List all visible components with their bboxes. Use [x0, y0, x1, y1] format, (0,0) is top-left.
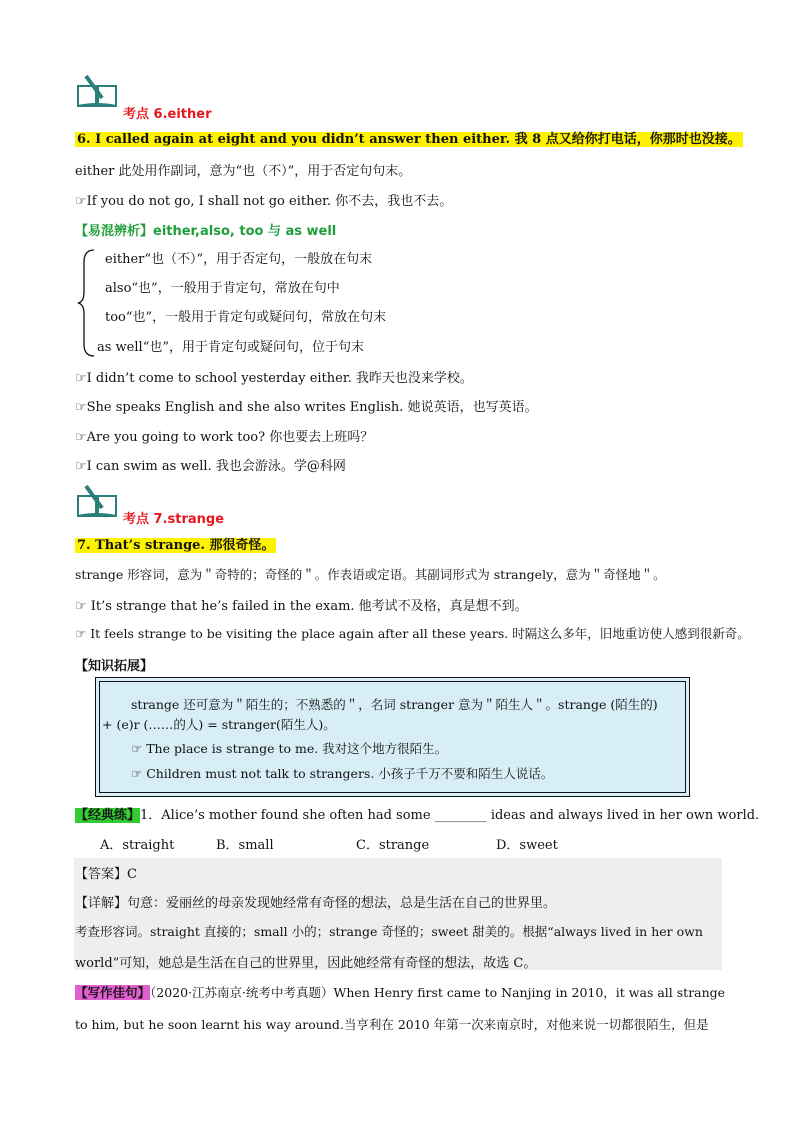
compare-item: either“也（不）”，用于否定句，一般放在句末: [105, 252, 373, 267]
section-heading: 考点 6.either: [123, 107, 212, 122]
exercise-tag: 【经典练】: [75, 808, 141, 823]
pointer-icon: ☞: [75, 371, 87, 386]
example-line: ☞I didn’t come to school yesterday either. 我昨天也没来学校。: [75, 371, 473, 386]
pointer-icon: ☞: [131, 741, 147, 756]
writing-line: to him, but he soon learnt his way around.当亨利在 2010 年第一次来南京时，对他来说一切都很陌生，但是: [75, 1017, 709, 1032]
box-text: + (e)r (……的人) = stranger(陌生人)。: [102, 717, 336, 732]
box-text: strange 还可意为＂陌生的；不熟悉的＂，名词 stranger 意为＂陌生人＂。strange (陌生的): [131, 697, 658, 712]
option: B．small: [216, 838, 274, 853]
pointer-icon: ☞: [75, 400, 87, 415]
option: C．strange: [356, 838, 430, 853]
detail-line: 考查形容词。straight 直接的；small 小的；strange 奇怪的；sweet 甜美的。根据“always lived in her own: [75, 924, 703, 939]
extension-box: [95, 677, 690, 797]
pointer-icon: ☞: [75, 599, 91, 614]
example-line: ☞ It feels strange to be visiting the place again after all these years. 时隔这么多年，旧地重访使人感到很新奇。: [75, 626, 750, 641]
pointer-icon: ☞: [75, 459, 87, 474]
extension-title: 【知识拓展】: [75, 659, 154, 674]
book-pen-icon: [76, 74, 120, 110]
example-line: ☞She speaks English and she also writes English. 她说英语，也写英语。: [75, 400, 538, 415]
exercise-question: 【经典练】1．Alice’s mother found she often had some ________ ideas and always lived in her own world.: [75, 808, 760, 823]
detail-line: world”可知，她总是生活在自己的世界里，因此她经常有奇怪的想法，故选 C。: [75, 956, 537, 971]
writing-line: 【写作佳句】（2020·江苏南京·统考中考真题）When Henry first came to Nanjing in 2010，it was all strange: [75, 985, 726, 1000]
example-line: ☞ It’s strange that he’s failed in the exam. 他考试不及格，真是想不到。: [75, 599, 528, 614]
compare-item: too“也”，一般用于肯定句或疑问句，常放在句末: [105, 310, 387, 325]
example-line: ☞I can swim as well. 我也会游泳。学@科网: [75, 459, 346, 474]
example-line: ☞Are you going to work too? 你也要去上班吗？: [75, 430, 374, 445]
example-line: ☞ The place is strange to me. 我对这个地方很陌生。: [131, 741, 448, 756]
pointer-icon: ☞: [75, 626, 91, 641]
detail-line: 【详解】句意：爱丽丝的母亲发现她经常有奇怪的想法，总是生活在自己的世界里。: [75, 896, 557, 911]
section-heading: 考点 7.strange: [123, 512, 225, 527]
key-sentence: 7. That’s strange. 那很奇怪。: [77, 538, 275, 553]
book-pen-icon: [76, 484, 120, 520]
explanation: strange 形容词，意为＂奇特的；奇怪的＂。作表语或定语。其副词形式为 strangely，意为＂奇怪地＂。: [75, 567, 666, 582]
explanation: either 此处用作副词，意为“也（不）”，用于否定句句末。: [75, 164, 412, 179]
example-line: ☞If you do not go, I shall not go either. 你不去，我也不去。: [75, 194, 453, 209]
pointer-icon: ☞: [75, 430, 87, 445]
compare-item: as well“也”，用于肯定句或疑问句，位于句末: [97, 340, 364, 355]
confusion-title: 【易混辨析】either,also, too 与 as well: [75, 224, 337, 239]
pointer-icon: ☞: [131, 766, 147, 781]
curly-brace-icon: [76, 248, 98, 358]
compare-item: also“也”，一般用于肯定句，常放在句中: [105, 281, 340, 296]
writing-tag: 【写作佳句】: [75, 985, 151, 1000]
example-line: ☞ Children must not talk to strangers. 小孩子千万不要和陌生人说话。: [131, 766, 554, 781]
answer: 【答案】C: [75, 867, 137, 882]
option: A．straight: [100, 838, 175, 853]
option: D．sweet: [496, 838, 558, 853]
pointer-icon: ☞: [75, 194, 87, 209]
key-sentence: 6. I called again at eight and you didn’t answer then either. 我 8 点又给你打电话，你那时也没接。: [77, 132, 741, 147]
